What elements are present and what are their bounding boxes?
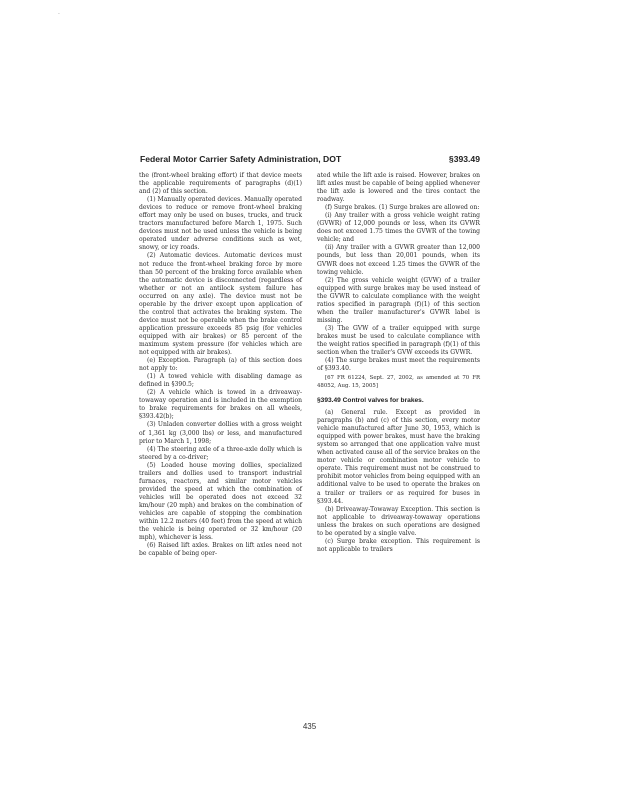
paragraph: (2) Automatic devices. Automatic devices must not reduce the front-wheel braking force by more than 50 percent of the braking force available when the automatic device is disconnected (regardless of whether or not an antilock system failure has occurred on any axle). The device must not be operable by the driver except upon application of the control that activates the braking system. The device must not be operable when the brake control application pressure exceeds 85 psig (for vehicles equipped with air brakes) or 85 percent of the maximum system pressure (for vehicles which are not equipped with air brakes). (139, 252, 302, 357)
paragraph: (4) The surge brakes must meet the requirements of §393.40. (317, 357, 480, 373)
header-section: §393.49 (448, 154, 480, 164)
page-number: 435 (302, 722, 317, 731)
paragraph: (3) The GVW of a trailer equipped with surge brakes must be used to calculate compliance with the weight ratios specified in paragraph (f)(1) of this section when the trailer's GVW exceeds its GVWR. (317, 324, 480, 357)
right-column (317, 172, 480, 554)
paragraph: (3) Unladen converter dollies with a gross weight of 1,361 kg (3,000 lbs) or less, and manufactured prior to March 1, 1998; (139, 421, 302, 445)
paragraph: (c) Surge brake exception. This requirement is not applicable to trailers (317, 537, 480, 553)
paragraph: (1) A towed vehicle with disabling damage as defined in §390.5; (139, 373, 302, 389)
paragraph: ated while the lift axle is raised. However, brakes on lift axles must be capable of being applied whenever the lift axle is lowered and the tires contact the roadway. (317, 172, 480, 204)
page-mark: · (58, 11, 60, 18)
section-heading: §393.49 Control valves for brakes. (317, 396, 424, 404)
paragraph: (b) Driveaway-Towaway Exception. This section is not applicable to driveaway-towaway operations unless the brakes on such operations are designed to be operated by a single valve. (317, 505, 480, 537)
paragraph: (1) Manually operated devices. Manually operated devices to reduce or remove front-wheel braking effort may only be used on buses, trucks, and truck tractors manufactured before March 1, 1975. Such devices must not be used unless the vehicle is being operated under adverse conditions such as wet, snowy, or icy roads. (139, 196, 302, 252)
citation: [67 FR 61224, Sept. 27, 2002, as amended at 70 FR 48052, Aug. 15, 2005] (317, 375, 480, 389)
paragraph: (e) Exception. Paragraph (a) of this section does not apply to: (139, 357, 302, 373)
paragraph: (a) General rule. Except as provided in paragraphs (b) and (c) of this section, every motor vehicle manufactured after June 30, 1953, which is equipped with power brakes, must have the braking system so arranged that one application valve must when activated cause all of the service brakes on the motor vehicle or combination motor vehicle to operate. This requirement must not be construed to prohibit motor vehicles from being equipped with an additional valve to be used to operate the brakes on a trailer or trailers or as required for buses in §393.44. (317, 409, 480, 505)
paragraph: (f) Surge brakes. (1) Surge brakes are allowed on: (325, 204, 480, 212)
paragraph: (ii) Any trailer with a GVWR greater than 12,000 pounds, but less than 20,001 pounds, when its GVWR does not exceed 1.25 times the GVWR of the towing vehicle. (317, 244, 480, 276)
paragraph: the (front-wheel braking effort) if that device meets the applicable requirements of paragraphs (d)(1) and (2) of this section. (139, 172, 302, 196)
paragraph: (i) Any trailer with a gross vehicle weight rating (GVWR) of 12,000 pounds or less, when its GVWR does not exceed 1.75 times the GVWR of the towing vehicle; and (317, 212, 480, 244)
paragraph: (2) A vehicle which is towed in a driveaway-towaway operation and is included in the exemption to brake requirements for brakes on all wheels, §393.42(b); (139, 389, 302, 421)
paragraph: (4) The steering axle of a three-axle dolly which is steered by a co-driver; (139, 445, 302, 461)
running-header (140, 154, 480, 168)
paragraph: (2) The gross vehicle weight (GVW) of a trailer equipped with surge brakes may be used instead of the GVWR to calculate compliance with the weight ratios specified in paragraph (f)(1) of this section when the trailer manufacturer's GVWR label is missing. (317, 276, 480, 324)
paragraph: (6) Raised lift axles. Brakes on lift axles need not be capable of being oper- (139, 542, 302, 558)
paragraph: (5) Loaded house moving dollies, specialized trailers and dollies used to transport industrial furnaces, reactors, and similar motor vehicles provided the speed at which the combination of vehicles will be operated does not exceed 32 km/hour (20 mph) and brakes on the combination of vehicles are capable of stopping the combination within 12.2 meters (40 feet) from the speed at which the vehicle is being operated or 32 km/hour (20 mph), whichever is less. (139, 461, 302, 542)
left-column (139, 172, 302, 558)
header-agency: Federal Motor Carrier Safety Administration, DOT (140, 154, 342, 164)
